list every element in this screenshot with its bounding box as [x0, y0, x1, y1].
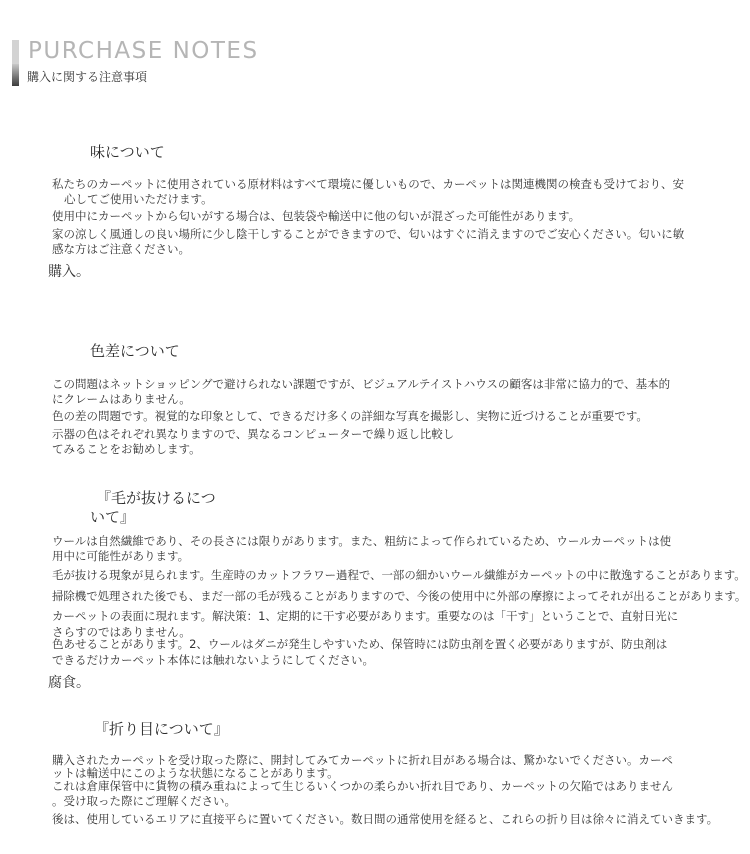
paragraph-line: これは倉庫保管中に貨物の積み重ねによって生じるいくつかの柔らかい折れ目であり、カーペットの欠陥ではありません: [52, 779, 673, 793]
paragraph-line: できるだけカーペット本体には触れないようにしてください。: [52, 653, 374, 667]
header-accent-bar-bottom: [12, 64, 19, 86]
paragraph-line: 心してご使用いただけます。: [64, 192, 213, 206]
section-heading-line2: いて』: [90, 508, 136, 526]
section-heading-line1: 『毛が抜けるにつ: [96, 489, 216, 507]
paragraph-tail: 腐食。: [48, 675, 90, 691]
paragraph-line: ウールは自然繊維であり、その長さには限りがあります。また、粗紡によって作られているため、ウールカーペットは使: [52, 534, 672, 548]
section-heading: 『折り目について』: [94, 720, 229, 738]
header-accent-bar-top: [12, 40, 19, 64]
paragraph-line: にクレームはありません。: [52, 392, 191, 406]
paragraph-line: 色あせることがあります。2、ウールはダニが発生しやすいため、保管時には防虫剤を置く必要がありますが、防虫剤は: [52, 637, 668, 651]
paragraph-line: 後は、使用しているエリアに直接平らに置いてください。数日間の通常使用を経ると、これらの折り目は徐々に消えていきます。: [52, 812, 719, 826]
page-subtitle-japanese: 購入に関する注意事項: [27, 70, 148, 84]
paragraph-tail: 購入。: [48, 264, 90, 280]
paragraph-line: 用中に可能性があります。: [52, 549, 190, 563]
paragraph-line: 掃除機で処理された後でも、まだ一部の毛が残ることがありますので、今後の使用中に外部の摩擦によってそれが出ることがあります。: [52, 589, 747, 603]
paragraph-line: 毛が抜ける現象が見られます。生産時のカットフラワー過程で、一部の細かいウール繊維がカーペットの中に散逸することがあります。: [52, 568, 746, 582]
paragraph-line: 色の差の問題です。視覚的な印象として、できるだけ多くの詳細な写真を撮影し、実物に近づけることが重要です。: [52, 409, 648, 423]
paragraph-line: 示器の色はそれぞれ異なりますので、異なるコンピューターで繰り返し比較し: [52, 427, 455, 441]
paragraph-line: この問題はネットショッピングで避けられない課題ですが、ビジュアルテイストハウスの顧客は非常に協力的で、基本的: [52, 377, 671, 391]
paragraph-line: 使用中にカーペットから匂いがする場合は、包装袋や輸送中に他の匂いが混ざった可能性があります。: [52, 209, 581, 223]
paragraph-line: てみることをお勧めします。: [52, 442, 201, 456]
paragraph-line: カーペットの表面に現れます。解決策：1、定期的に干す必要があります。重要なのは「干す」ということで、直射日光に: [52, 609, 679, 623]
paragraph-line: ットは輸送中にこのような状態になることがあります。: [52, 766, 339, 780]
paragraph-line: 家の涼しく風通しの良い場所に少し陰干しすることができますので、匂いはすぐに消えますのでご安心ください。匂いに敏: [52, 227, 685, 241]
paragraph-line: 。受け取った際にご理解ください。: [52, 794, 236, 808]
paragraph-line: 購入されたカーペットを受け取った際に、開封してみてカーペットに折れ目がある場合は、驚かないでください。カーペ: [52, 753, 673, 767]
page-title-english: PURCHASE NOTES: [28, 38, 259, 64]
section-heading: 色差について: [90, 342, 180, 360]
paragraph-line: 感な方はご注意ください。: [52, 242, 190, 256]
section-heading: 味について: [90, 143, 165, 161]
paragraph-line: 私たちのカーペットに使用されている原材料はすべて環境に優しいもので、カーペットは関連機関の検査も受けており、安: [52, 177, 685, 191]
paragraph-line: さらすのではありません。: [52, 625, 191, 639]
